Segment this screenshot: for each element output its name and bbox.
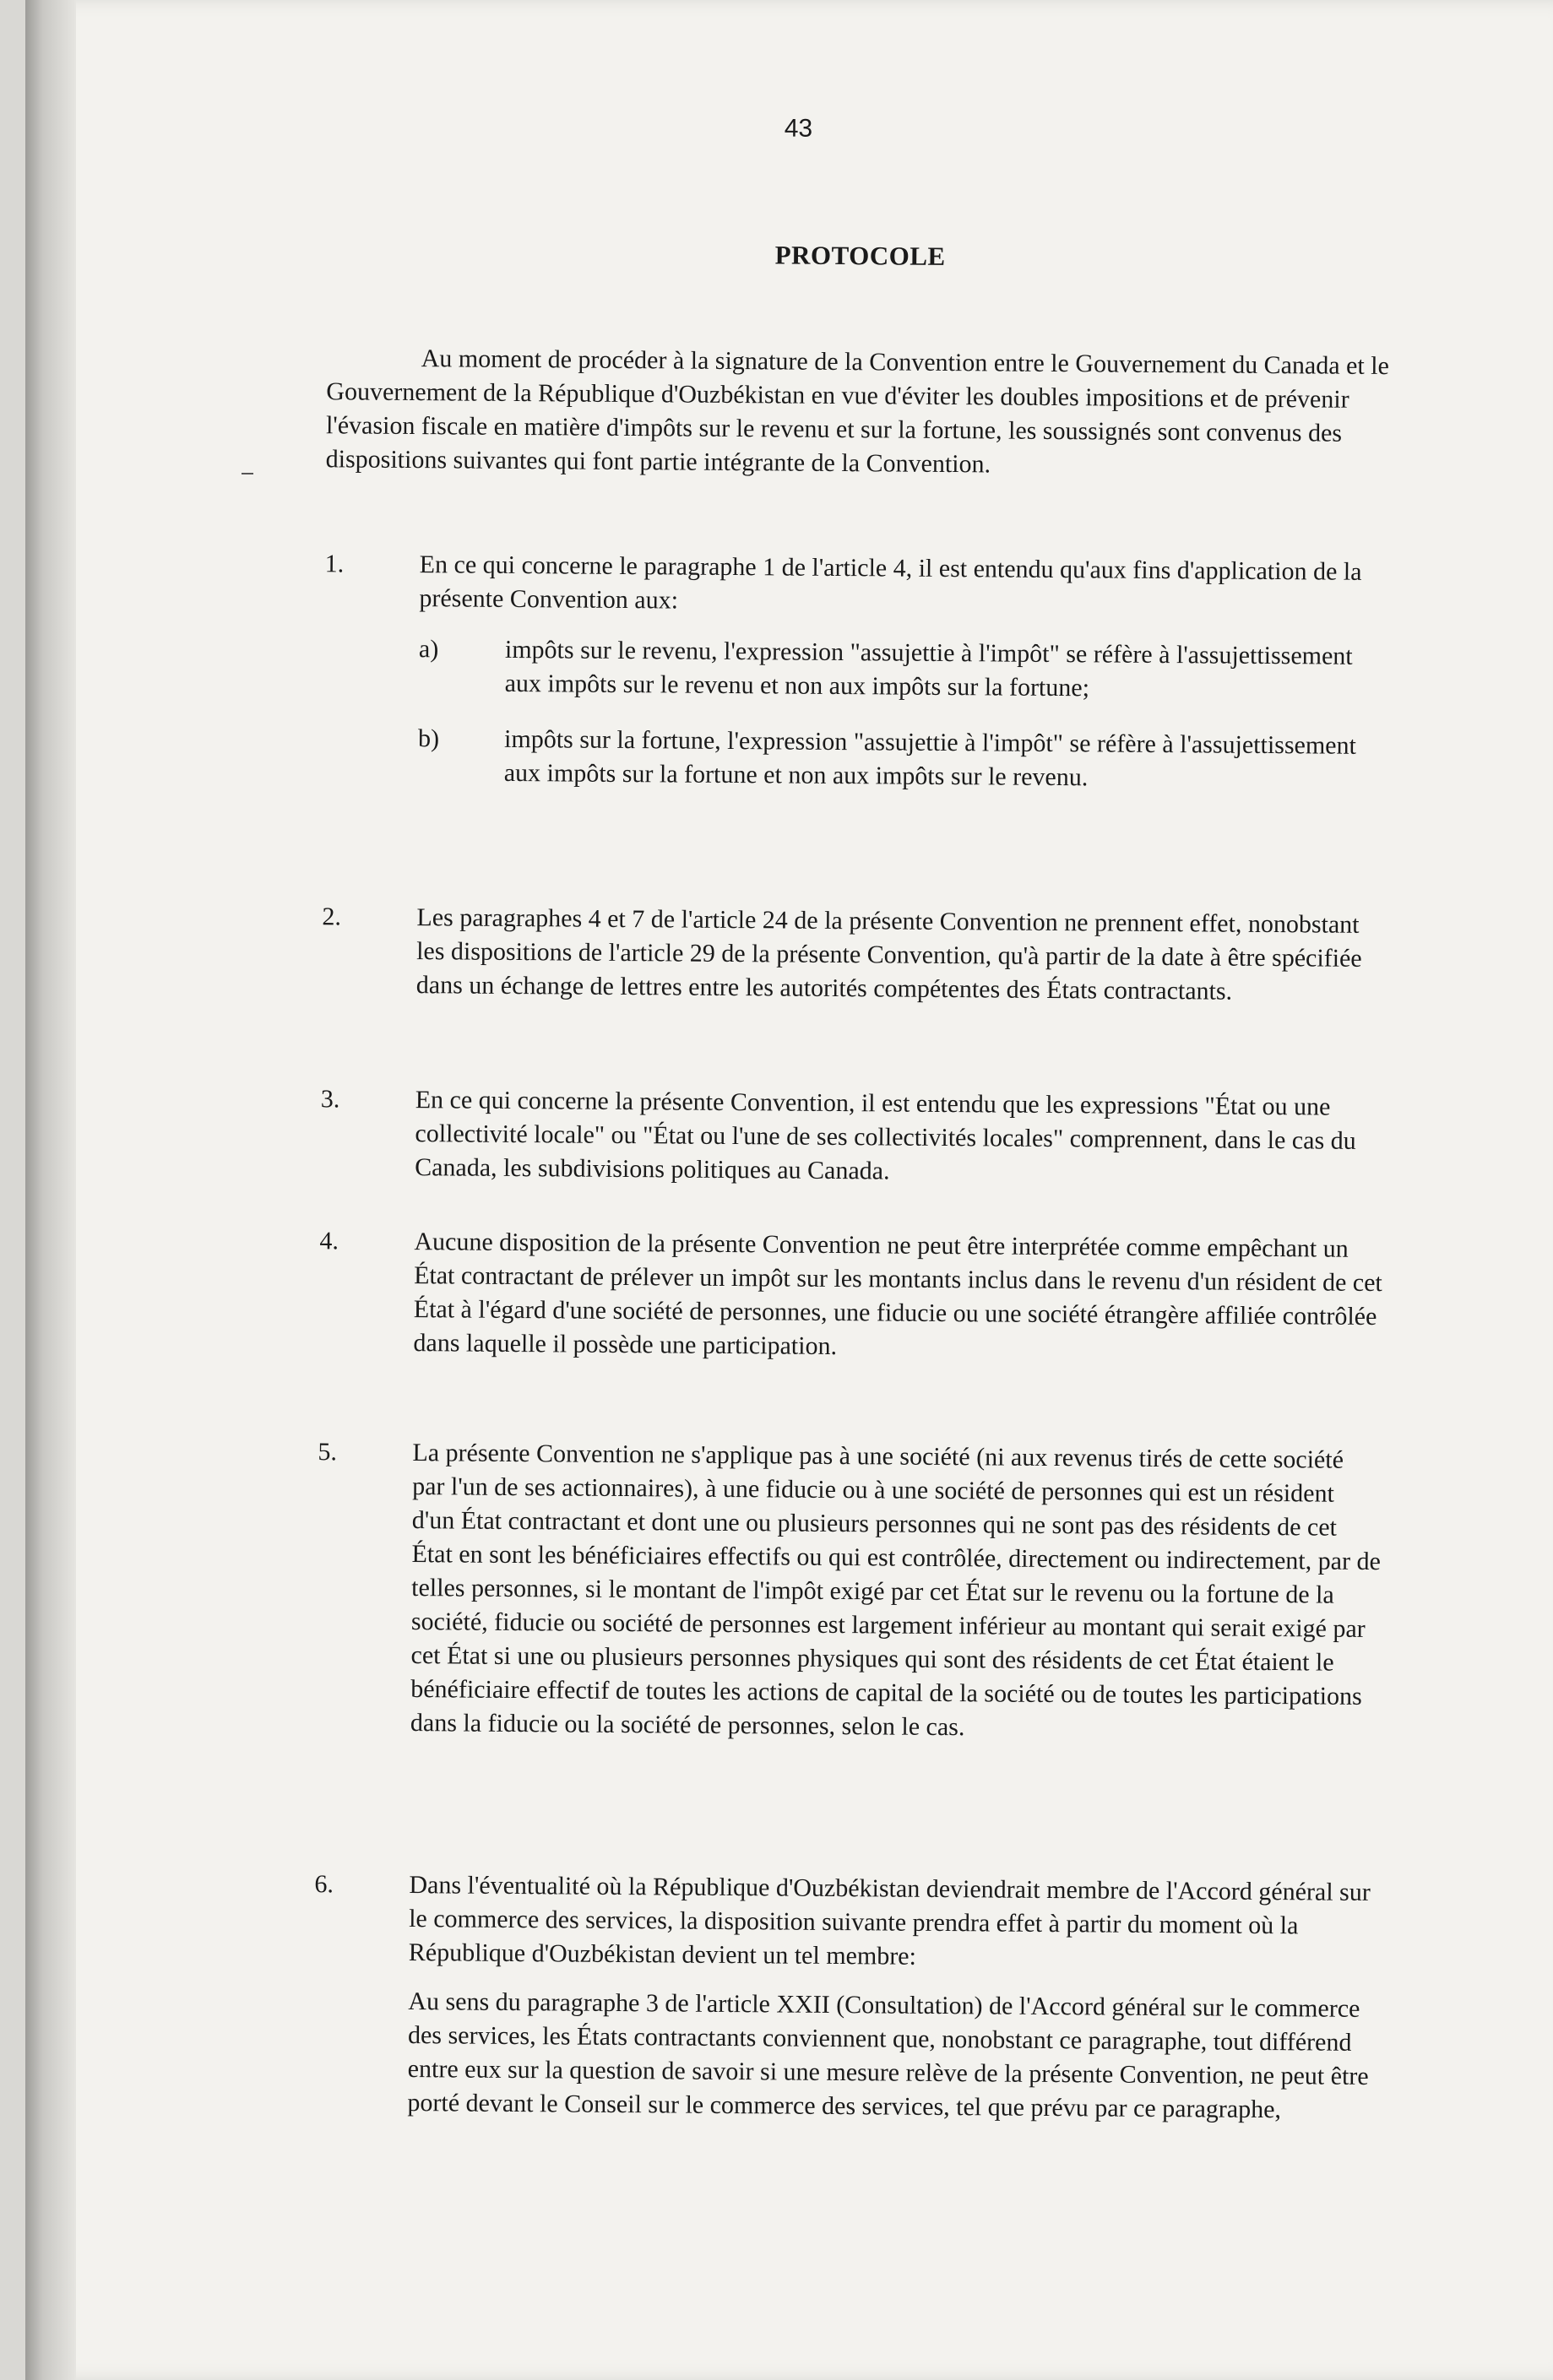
protocol-item-6 bbox=[312, 1868, 1378, 2128]
protocol-item-3 bbox=[320, 1082, 1385, 1192]
item-text: En ce qui concerne le paragraphe 1 de l'article 4, il est entendu qu'aux fins d'application de la présente Convention aux: bbox=[419, 550, 1362, 615]
subitem-letter: b) bbox=[418, 724, 440, 753]
intro-paragraph: Au moment de procéder à la signature de la Convention entre le Gouvernement du Canada et le Gouvernement de la République d'Ouzbékistan en vue d'éviter les doubles impositions et de prévenir l'évasion fiscale en matière d'impôts sur le revenu et sur la fortune, les soussignés sont convenus des dispositions suivantes qui font partie intégrante de la Convention. bbox=[325, 344, 1390, 479]
page-number: 43 bbox=[784, 114, 813, 143]
item-text: Dans l'éventualité où la République d'Ouzbékistan deviendrait membre de l'Accord général sur le commerce des services, la disposition suivante prendra effet à partir du moment où la République d'Ouzbékistan devient un tel membre: bbox=[408, 1871, 1371, 1971]
subitem-text: impôts sur le revenu, l'expression "assujettie à l'impôt" se réfère à l'assujettissement aux impôts sur le revenu et non aux impôts sur la fortune; bbox=[504, 635, 1353, 702]
page-binding-edge bbox=[25, 0, 76, 2380]
quoted-provision: Au sens du paragraphe 3 de l'article XXII (Consultation) de l'Accord général sur le commerce des services, les États contractants conviennent que, nonobstant ce paragraphe, tout différend entre eux sur la question de savoir si une mesure relève de la présente Convention, ne peut être porté devant le Conseil sur le commerce des services, tel que prévu par ce paragraphe, bbox=[407, 1987, 1369, 2124]
protocol-item-5 bbox=[316, 1435, 1382, 1748]
item-text: Les paragraphes 4 et 7 de l'article 24 de la présente Convention ne prennent effet, nonobstant les dispositions de l'article 29 de la présente Convention, qu'à partir de la date à être spécifiée dans un échange de lettres entre les autorités compétentes des États contractants. bbox=[415, 903, 1362, 1006]
page-title: PROTOCOLE bbox=[774, 240, 946, 271]
item-number: 3. bbox=[320, 1085, 340, 1114]
item-text: La présente Convention ne s'applique pas à une société (ni aux revenus tirés de cette société par l'un de ses actionnaires), à une fiducie ou à une société de personnes qui est un résident d'un État contractant et dont une ou plusieurs personnes qui ne sont pas des résidents de cet État en sont les bénéficiaires effectifs ou qui est contrôlée, directement ou indirectement, par de telles personnes, si le montant de l'impôt exigé par cet État sur le revenu ou la fortune de la société, fiducie ou société de personnes est largement inférieur au montant qui serait exigé par cet État si une ou plusieurs personnes physiques qui sont des résidents de cet État étaient le bénéficiaire effectif de toutes les actions de capital de la société ou de toutes les participations dans la fiducie ou la société de personnes, selon le cas. bbox=[410, 1439, 1381, 1742]
subitem-b bbox=[418, 722, 1388, 797]
document-body bbox=[304, 0, 1402, 2124]
item-number: 5. bbox=[318, 1438, 338, 1466]
subitem-letter: a) bbox=[418, 635, 439, 664]
item-number: 2. bbox=[322, 903, 342, 931]
margin-mark bbox=[242, 473, 253, 474]
item-text: Aucune disposition de la présente Convention ne peut être interprétée comme empêchant un État contractant de prélever un impôt sur les montants inclus dans le revenu d'un résident de cet État à l'égard d'une société de personnes, une fiducie ou une société étrangère affiliée contrôlée dans laquelle il possède une participation. bbox=[413, 1228, 1382, 1361]
protocol-item-4 bbox=[318, 1224, 1383, 1368]
protocol-item-2 bbox=[322, 900, 1387, 1010]
document-page bbox=[25, 0, 1553, 2380]
protocol-item-1 bbox=[323, 547, 1389, 797]
item-number: 6. bbox=[314, 1870, 334, 1899]
item-number: 1. bbox=[324, 550, 345, 578]
subitem-text: impôts sur la fortune, l'expression "assujettie à l'impôt" se réfère à l'assujettissement aux impôts sur la fortune et non aux impôts sur le revenu. bbox=[503, 724, 1357, 792]
item-number: 4. bbox=[319, 1227, 339, 1255]
subitem-a bbox=[418, 632, 1388, 707]
item-text: En ce qui concerne la présente Convention, il est entendu que les expressions "État ou une collectivité locale" ou "État ou l'une de ses collectivités locales" comprennent, dans le cas du Canada, les subdivisions politiques au Canada. bbox=[415, 1086, 1356, 1185]
